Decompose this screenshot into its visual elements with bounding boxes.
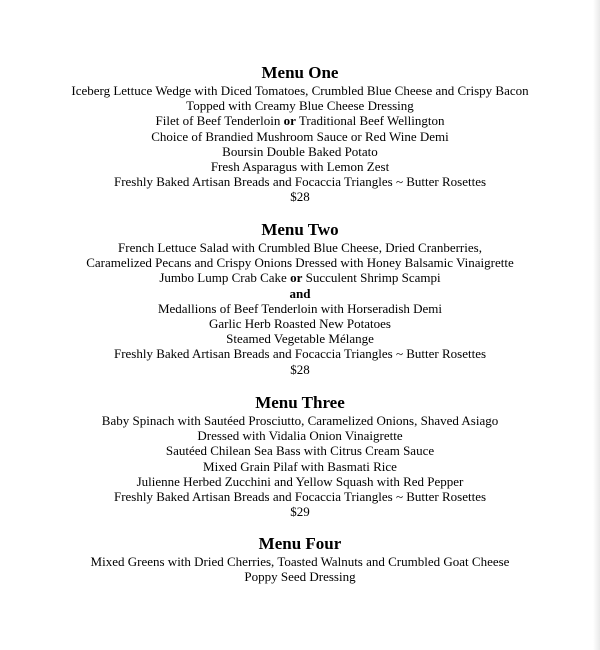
menu-text: Garlic Herb Roasted New Potatoes	[209, 315, 391, 331]
menu-line	[0, 474, 600, 489]
menu-text: Freshly Baked Artisan Breads and Focaccia Triangles ~ Butter Rosettes	[113, 346, 487, 362]
menu-conjunction: or	[290, 270, 303, 286]
menu-price	[0, 362, 600, 377]
menu-line	[0, 346, 600, 361]
menu-line	[0, 569, 600, 584]
menu-line	[0, 255, 600, 270]
menu-three-section	[0, 393, 600, 519]
menu-text: Medallions of Beef Tenderloin with Horseradish Demi	[157, 300, 443, 316]
menu-text: Iceberg Lettuce Wedge with Diced Tomatoes, Crumbled Blue Cheese and Crispy Bacon	[71, 83, 529, 98]
menu-line	[0, 489, 600, 504]
menu-line	[0, 144, 600, 159]
menu-line	[0, 129, 600, 144]
menu-text: Poppy Seed Dressing	[244, 569, 356, 585]
menu-line	[0, 428, 600, 443]
menu-text: Sautéed Chilean Sea Bass with Citrus Cream Sauce	[165, 443, 435, 459]
menu-text: Mixed Grain Pilaf with Basmati Rice	[203, 458, 397, 474]
menu-two-section	[0, 220, 600, 377]
menu-line	[0, 459, 600, 474]
menu-price	[0, 504, 600, 519]
menu-line	[0, 240, 600, 255]
menu-text: Filet of Beef Tenderloin	[155, 113, 284, 129]
menu-text: Julienne Herbed Zucchini and Yellow Squash with Red Pepper	[136, 473, 464, 489]
menu-price-text: $29	[290, 504, 310, 520]
menu-title: Menu Four	[258, 534, 342, 553]
menu-line	[0, 113, 600, 128]
menu-text: French Lettuce Salad with Crumbled Blue Cheese, Dried Cranberries,	[118, 240, 482, 255]
menu-text: Choice of Brandied Mushroom Sauce or Red Wine Demi	[151, 128, 449, 144]
menu-one-section	[0, 63, 600, 205]
menu-text: Caramelized Pecans and Crispy Onions Dressed with Honey Balsamic Vinaigrette	[86, 255, 514, 271]
menu-text: Boursin Double Baked Potato	[222, 143, 378, 159]
menu-text: Dressed with Vidalia Onion Vinaigrette	[197, 428, 403, 444]
menu-line	[0, 413, 600, 428]
menu-four-section	[0, 534, 600, 584]
menu-line	[0, 331, 600, 346]
menu-text: Topped with Creamy Blue Cheese Dressing	[186, 98, 414, 114]
menu-line	[0, 286, 600, 301]
menu-title: Menu Two	[261, 220, 339, 239]
menu-title: Menu One	[261, 63, 339, 82]
menu-line	[0, 174, 600, 189]
menu-price-text: $28	[290, 361, 310, 377]
menu-text: Fresh Asparagus with Lemon Zest	[210, 158, 390, 174]
menu-text: Baby Spinach with Sautéed Prosciutto, Caramelized Onions, Shaved Asiago	[101, 413, 499, 428]
menu-line	[0, 83, 600, 98]
menu-text: Traditional Beef Wellington	[295, 113, 445, 129]
menu-text: Succulent Shrimp Scampi	[302, 270, 441, 286]
menu-line	[0, 301, 600, 316]
menu-conjunction: or	[283, 113, 296, 129]
menu-text: Jumbo Lump Crab Cake	[159, 270, 291, 286]
menu-price	[0, 189, 600, 204]
menu-text: Steamed Vegetable Mélange	[226, 331, 374, 347]
menu-line	[0, 270, 600, 285]
menu-text: Mixed Greens with Dried Cherries, Toasted Walnuts and Crumbled Goat Cheese	[90, 554, 510, 569]
menu-line	[0, 443, 600, 458]
menu-title: Menu Three	[255, 393, 345, 412]
menu-text: Freshly Baked Artisan Breads and Focaccia Triangles ~ Butter Rosettes	[113, 174, 487, 190]
menu-conjunction: and	[289, 285, 311, 301]
menu-price-text: $28	[290, 189, 310, 205]
menu-line	[0, 316, 600, 331]
menu-line	[0, 98, 600, 113]
menu-line	[0, 159, 600, 174]
menu-line	[0, 554, 600, 569]
menu-text: Freshly Baked Artisan Breads and Focaccia Triangles ~ Butter Rosettes	[113, 488, 487, 504]
